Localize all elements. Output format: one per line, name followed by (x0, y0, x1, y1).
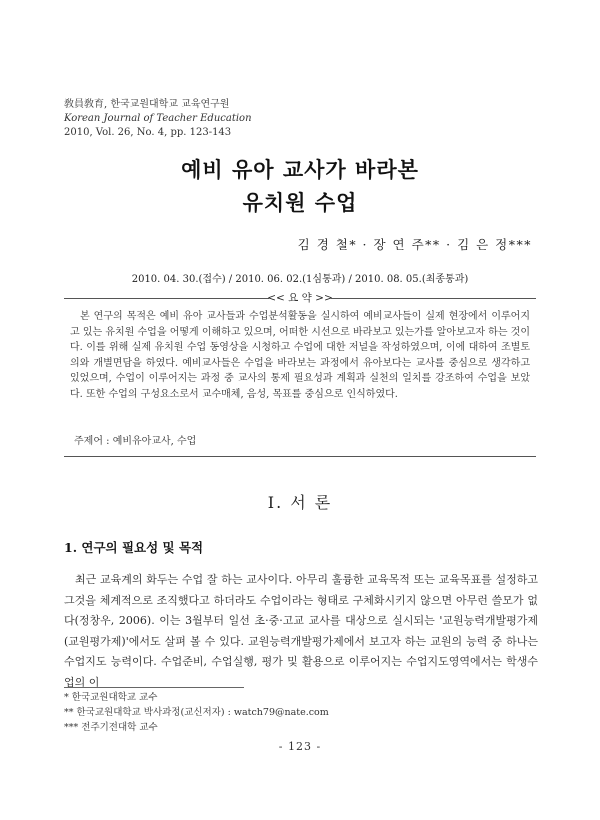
body-paragraph: 최근 교육계의 화두는 수업 잘 하는 교사이다. 아무리 훌륭한 교육목적 또는 교육목표를 설정하고 그것을 체계적으로 조직했다고 하더라도 수업이라는 형태로 구체화시키지 않으면 아무런 쓸모가 없다(정창우, 2006). 이는 3월부터 일선 초·중·고교 교사를 대상으로 실시되는 '교원능력개발평가제(교원평가제)'에서도 살펴 볼 수 있다. 교원능력개발평가제에서 보고자 하는 교원의 능력 중 하나는 수업지도 능력이다. 수업준비, 수업실행, 평가 및 활용으로 이루어지는 수업지도영역에서는 학생수업의 이 (64, 573, 538, 689)
footnote-2: ** 한국교원대학교 박사과정(교신저자) : watch79@nate.com (64, 707, 329, 718)
footnote-3: *** 전주기전대학 교수 (64, 722, 158, 733)
footnotes (64, 690, 329, 735)
abstract-bottom-rule (64, 456, 536, 457)
journal-info (64, 98, 252, 140)
subsection-title: 1. 연구의 필요성 및 목적 (64, 540, 204, 555)
footnote-rule (64, 687, 244, 688)
section-title: Ⅰ. 서 론 (267, 493, 333, 512)
abstract-heading-rule-right (331, 298, 536, 299)
footnote-1: * 한국교원대학교 교수 (64, 692, 158, 703)
abstract-text: 본 연구의 목적은 예비 유아 교사들과 수업분석활동을 실시하여 예비교사들이 실제 현장에서 이루어지고 있는 유치원 수업을 어떻게 이해하고 있으며, 어떠한 시선으로 바라보고 있는가를 알아보고자 하는 것이다. 이를 위해 실제 유치원 수업 동영상을 시청하고 수업에 대한 저널을 작성하였으며, 이에 대하여 조별토의와 개별면담을 하였다. 예비교사들은 수업을 바라보는 과정에서 유아보다는 교사를 중심으로 생각하고 있었으며, 수업이 이루어지는 과정 중 교사의 통제 필요성과 계획과 실천의 일치를 강조하여 수업을 보았다. 또한 수업의 구성요소로서 교수매체, 음성, 목표를 중심으로 인식하였다. (70, 311, 530, 400)
paper-title-line2: 유치원 수업 (242, 190, 358, 215)
page-number: - 123 - (278, 740, 322, 753)
journal-name-ko: 敎員敎育, 한국교원대학교 교육연구원 (64, 99, 230, 110)
submission-dates: 2010. 04. 30.(접수) / 2010. 06. 02.(1심통과) / 2010. 08. 05.(최종통과) (131, 274, 469, 285)
paper-title-line1: 예비 유아 교사가 바라본 (181, 157, 419, 182)
abstract-heading (64, 291, 536, 305)
journal-name-en: Korean Journal of Teacher Education (64, 113, 252, 124)
abstract-heading-label: << 요 약 >> (267, 292, 333, 304)
keywords: 주제어 : 예비유아교사, 수업 (74, 436, 197, 447)
journal-volume: 2010, Vol. 26, No. 4, pp. 123-143 (64, 127, 232, 138)
authors: 김 경 철* · 장 연 주** · 김 은 정*** (297, 237, 532, 252)
